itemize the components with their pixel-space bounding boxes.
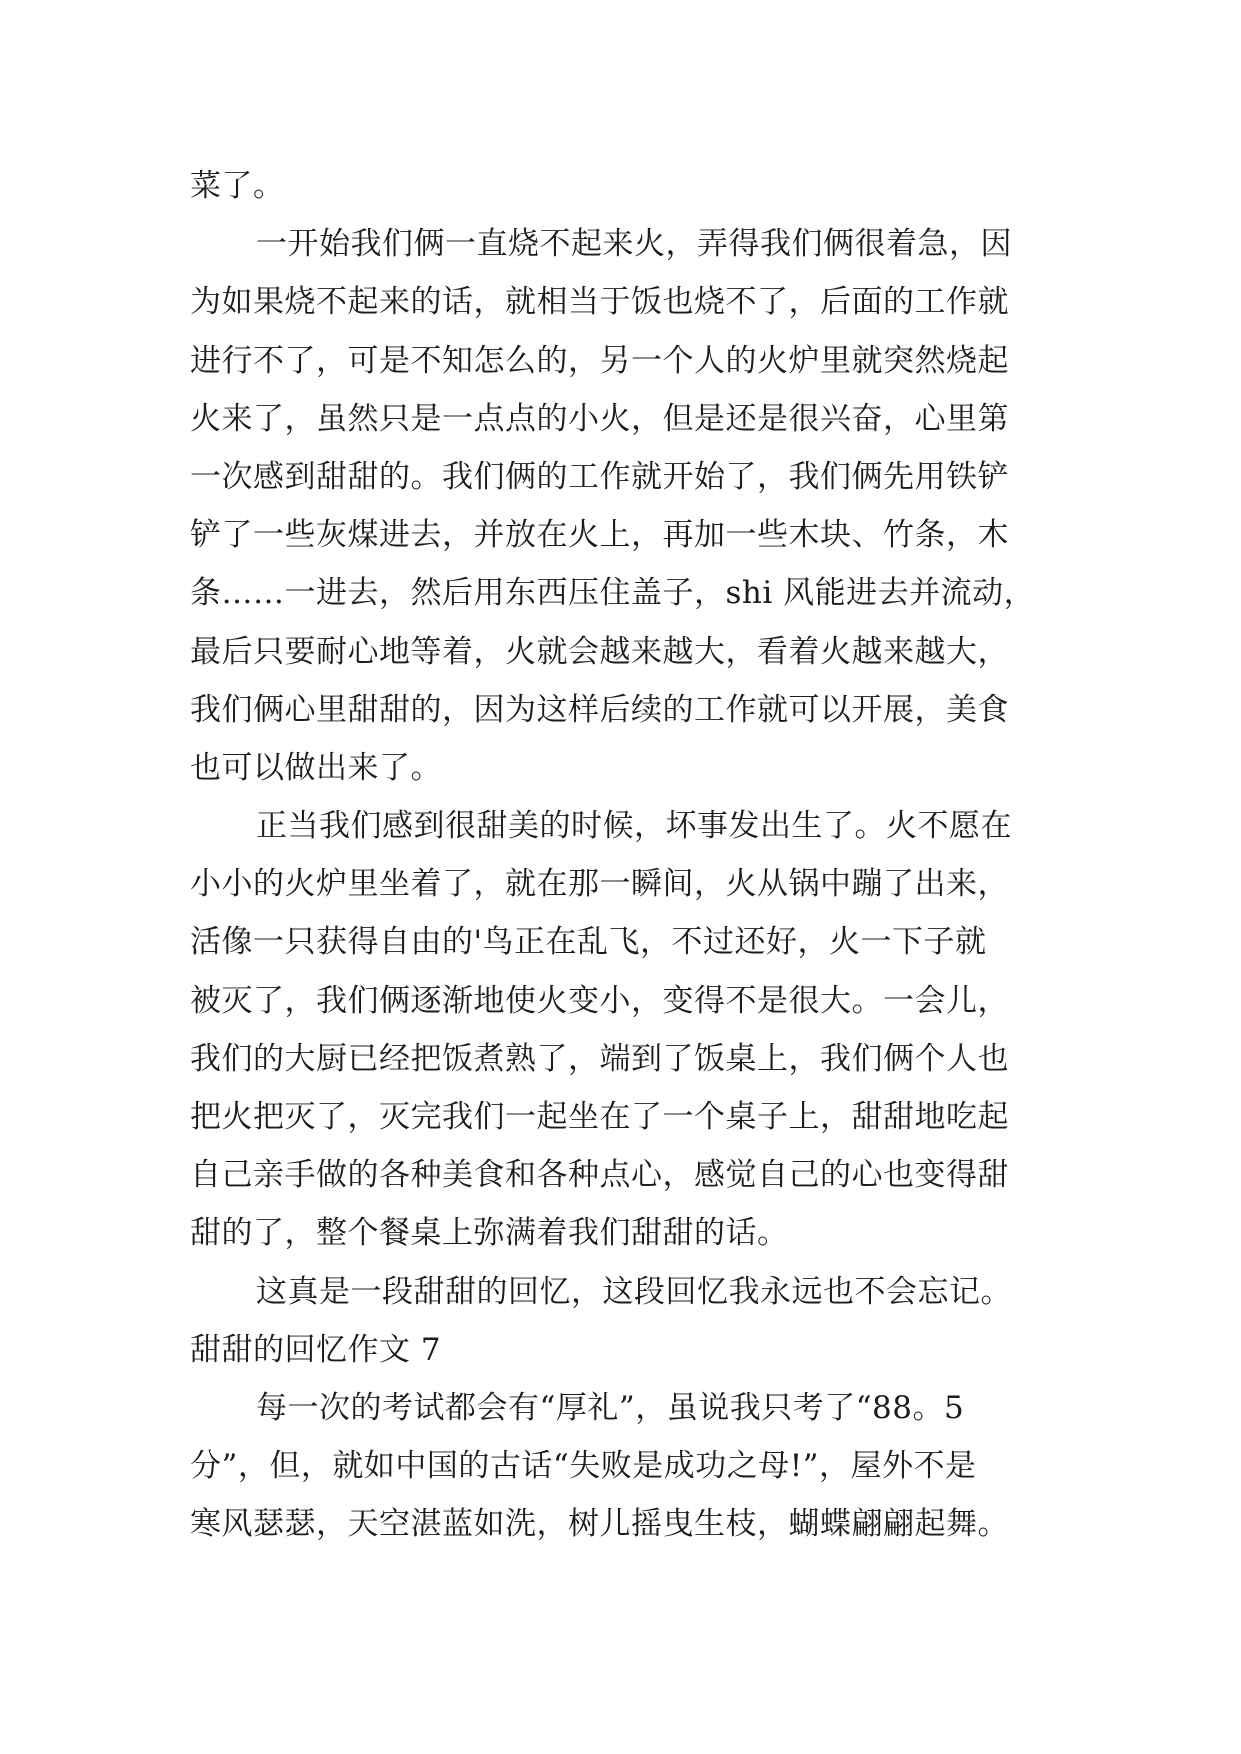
- text-line: 活像一只获得自由的'鸟正在乱飞，不过还好，火一下子就: [190, 924, 987, 961]
- text-line: 一次感到甜甜的。我们俩的工作就开始了，我们俩先用铁铲: [190, 458, 1009, 495]
- text-line: 被灭了，我们俩逐渐地使火变小，变得不是很大。一会儿，: [190, 982, 1009, 1019]
- paragraph-first-line: 这真是一段甜甜的回忆，这段回忆我永远也不会忘记。: [256, 1273, 1012, 1310]
- document-body: [190, 157, 1070, 1554]
- paragraph-first-line: 每一次的考试都会有“厚礼”，虽说我只考了“88。5: [256, 1389, 965, 1426]
- text-line: 条……一进去，然后用东西压住盖子，shi 风能进去并流动，: [190, 575, 1036, 612]
- text-line: 我们俩心里甜甜的，因为这样后续的工作就可以开展，美食: [190, 691, 1009, 728]
- text-line: 自己亲手做的各种美食和各种点心，感觉自己的心也变得甜: [190, 1157, 1009, 1194]
- text-line: 寒风瑟瑟，天空湛蓝如洗，树儿摇曳生枝，蝴蝶翩翩起舞。: [190, 1506, 1009, 1543]
- text-line: 火来了，虽然只是一点点的小火，但是还是很兴奋，心里第: [190, 400, 1009, 437]
- text-line: 进行不了，可是不知怎么的，另一个人的火炉里就突然烧起: [190, 342, 1009, 379]
- paragraph-first-line: 一开始我们俩一直烧不起来火，弄得我们俩很着急，因: [256, 226, 1012, 263]
- text-line: 菜了。: [190, 168, 285, 204]
- text-line: 把火把灭了，灭完我们一起坐在了一个桌子上，甜甜地吃起: [190, 1099, 1009, 1135]
- text-line: 甜的了，整个餐桌上弥满着我们甜甜的话。: [190, 1215, 789, 1252]
- text-line: 甜甜的回忆作文 7: [190, 1331, 442, 1368]
- text-line: 铲了一些灰煤进去，并放在火上，再加一些木块、竹条，木: [190, 517, 1009, 554]
- paragraph-first-line: 正当我们感到很甜美的时候，坏事发出生了。火不愿在: [256, 808, 1012, 845]
- text-line: 也可以做出来了。: [190, 749, 442, 786]
- text-line: 分”，但，就如中国的古话“失败是成功之母!”，屋外不是: [190, 1448, 977, 1485]
- text-line: 我们的大厨已经把饭煮熟了，端到了饭桌上，我们俩个人也: [190, 1040, 1009, 1077]
- text-line: 为如果烧不起来的话，就相当于饭也烧不了，后面的工作就: [190, 284, 1009, 321]
- text-line: 最后只要耐心地等着，火就会越来越大，看着火越来越大，: [190, 633, 1009, 670]
- text-line: 小小的火炉里坐着了，就在那一瞬间，火从锅中蹦了出来，: [190, 866, 1009, 903]
